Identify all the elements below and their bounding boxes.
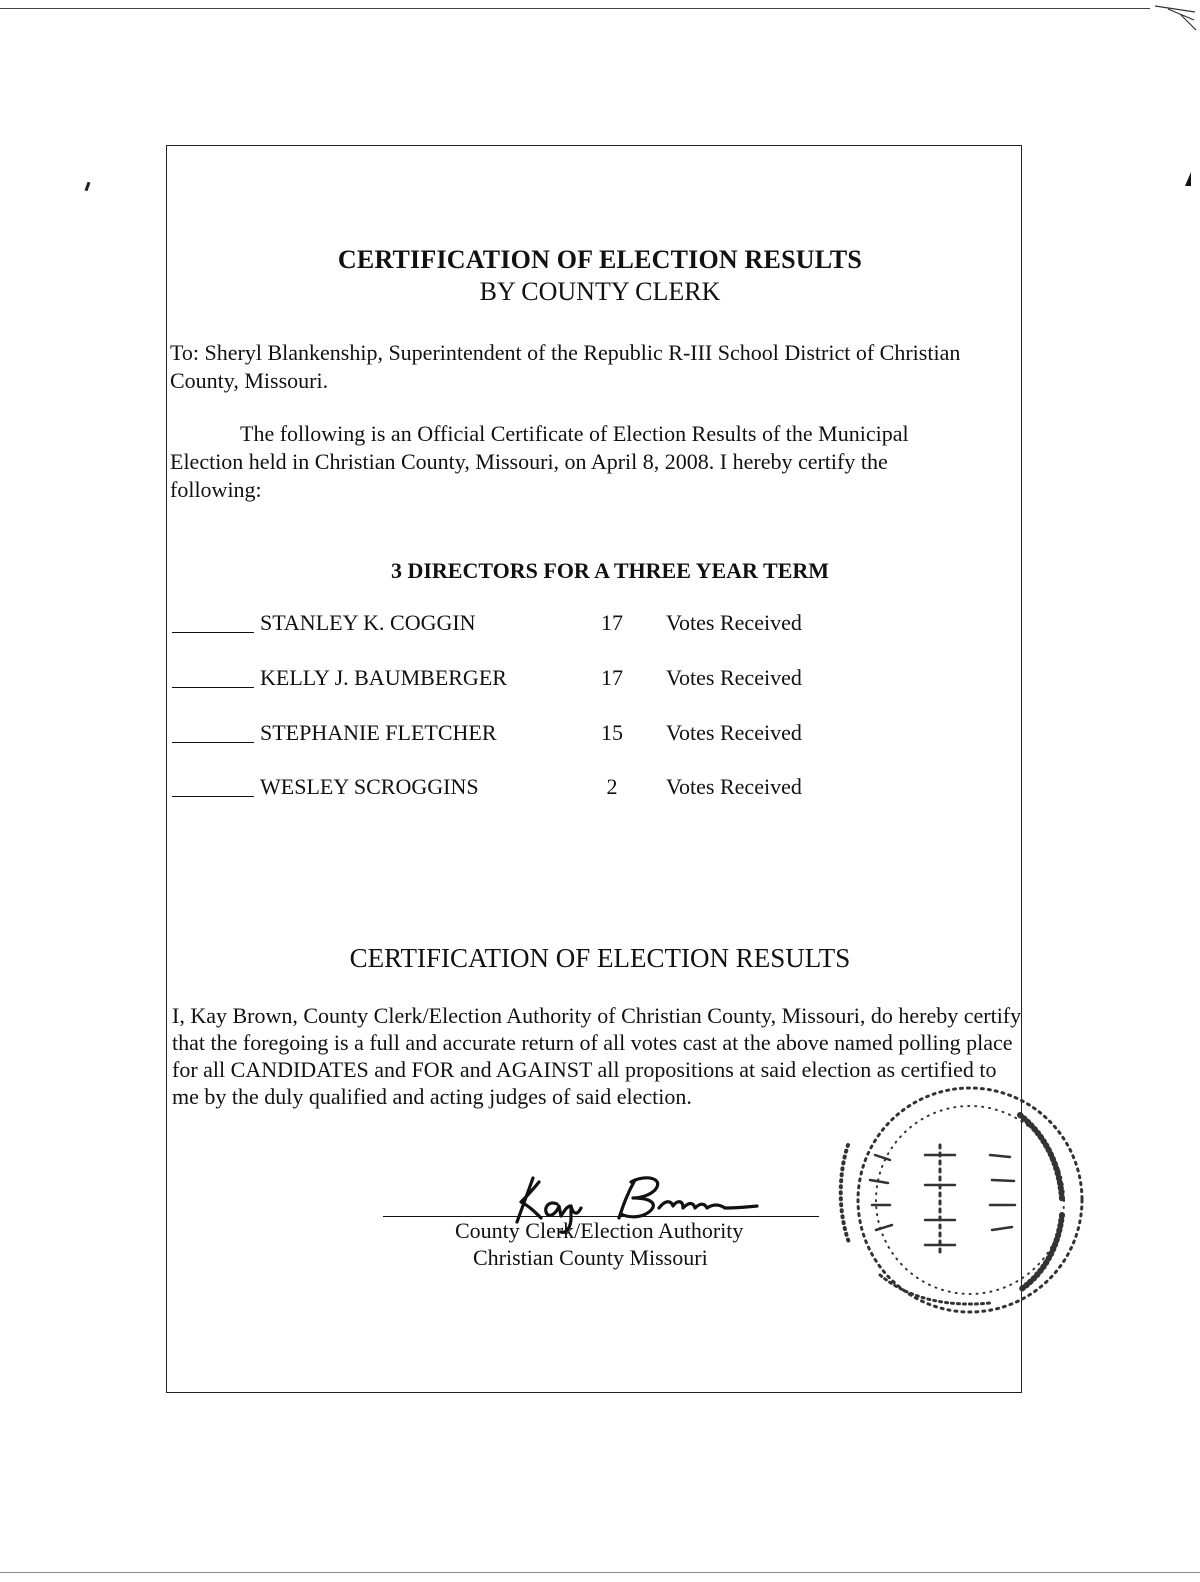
candidate-blank-line (172, 796, 254, 797)
scan-edge-bottom (0, 1572, 1200, 1573)
intro-paragraph: The following is an Official Certificate of Election Results of the Municipal Election held in Christian County, Missouri, on April 8, 2008. I hereby certify the following: (170, 421, 909, 502)
document-title: CERTIFICATION OF ELECTION RESULTS (337, 245, 863, 274)
embossed-seal (820, 1075, 1090, 1325)
candidate-name: KELLY J. BAUMBERGER (260, 665, 507, 690)
candidate-votes: 2 (606, 774, 618, 799)
candidate-blank-line (172, 742, 254, 743)
certification-heading: CERTIFICATION OF ELECTION RESULTS (349, 943, 851, 973)
scan-speck (1185, 172, 1191, 186)
votes-label: Votes Received (666, 720, 802, 745)
votes-label: Votes Received (666, 610, 802, 635)
race-heading: 3 DIRECTORS FOR A THREE YEAR TERM (390, 558, 830, 583)
scan-speck (85, 182, 91, 191)
candidate-blank-line (172, 687, 254, 688)
candidate-votes: 15 (601, 720, 623, 745)
votes-label: Votes Received (666, 665, 802, 690)
signature-title: County Clerk/Election Authority (455, 1218, 744, 1243)
document-subtitle: BY COUNTY CLERK (479, 277, 721, 306)
certification-paragraph: I, Kay Brown, County Clerk/Election Authority of Christian County, Missouri, do hereby certify that the foregoing is a full and accurate return of all votes cast at the above named polling place for all CANDIDATES and FOR and AGAINST all propositions at said election as certified to me by the duly qualified and acting judges of said election. (172, 1003, 1022, 1109)
signature-line (383, 1216, 819, 1217)
scan-edge-top (0, 8, 1150, 9)
votes-label: Votes Received (666, 774, 802, 799)
candidate-votes: 17 (601, 610, 623, 635)
candidate-name: WESLEY SCROGGINS (260, 774, 479, 799)
signature-county: Christian County Missouri (473, 1245, 708, 1270)
recipient-line: To: Sheryl Blankenship, Superintendent of the Republic R-III School District of Christian County, Missouri. (170, 340, 961, 393)
scan-corner-fold (1150, 0, 1200, 40)
candidate-name: STANLEY K. COGGIN (260, 610, 476, 635)
candidate-name: STEPHANIE FLETCHER (260, 720, 497, 745)
candidate-blank-line (172, 632, 254, 633)
candidate-votes: 17 (601, 665, 623, 690)
